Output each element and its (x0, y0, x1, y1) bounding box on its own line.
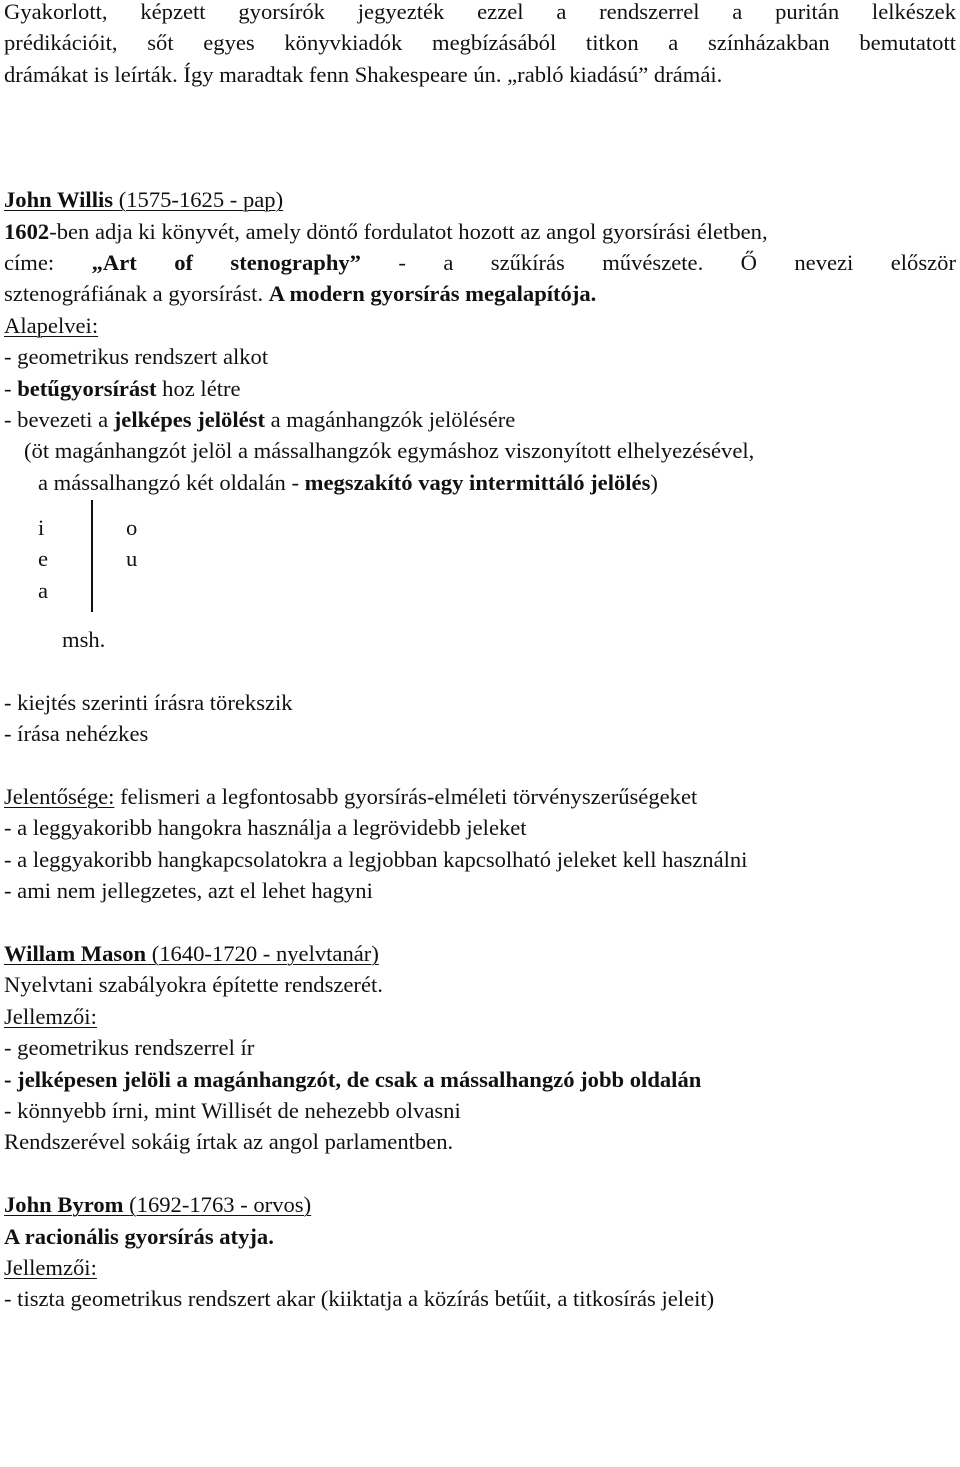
willis-name: John Willis (4, 187, 114, 213)
feature-item: - geometrikus rendszerrel ír (4, 1035, 255, 1061)
mason-heading-underlined (4, 941, 379, 966)
mason-features-heading (4, 1001, 956, 1032)
byrom-name: John Byrom (4, 1192, 124, 1218)
principle-bold: jelképes jelölést (113, 406, 265, 432)
document-page (4, 0, 956, 1315)
principle-detail: (öt magánhangzót jelöl a mássalhangzók egymáshoz viszonyított elhelyezésével, (24, 438, 755, 464)
consonant-label: msh. (62, 627, 106, 653)
significance-item: - a leggyakoribb hangkapcsolatokra a legjobban kapcsolható jeleket kell használni (4, 846, 748, 872)
features-label: Jellemzői: (4, 1003, 97, 1029)
vowel-u: u (126, 546, 138, 572)
willis-founder-note: A modern gyorsírás megalapítója. (268, 281, 597, 307)
principle-text: a mássalhangzó két oldalán - (38, 469, 305, 495)
bullet: - (4, 375, 18, 401)
vowel-a: a (38, 578, 49, 604)
mason-para: Rendszerével sokáig írtak az angol parlamentben. (4, 1129, 454, 1155)
principle-item (4, 404, 956, 435)
principle-text: hoz létre (156, 375, 241, 401)
mason-name: Willam Mason (4, 940, 147, 966)
willis-dates: (1575-1625 - pap) (118, 187, 284, 213)
spacer (4, 907, 956, 938)
features-label: Jellemzői: (4, 1254, 97, 1280)
byrom-para: A racionális gyorsírás atyja. (4, 1223, 274, 1249)
principle-detail (4, 467, 956, 498)
principle-text: - bevezeti a (4, 406, 114, 432)
principle-item: - geometrikus rendszert alkot (4, 344, 269, 370)
vowel-i: i (38, 515, 45, 541)
willis-heading (4, 184, 956, 215)
vowel-e: e (38, 546, 49, 572)
feature-item-bold: - jelképesen jelöli a magánhangzót, de csak a mássalhangzó jobb oldalán (4, 1066, 702, 1092)
significance-text: felismeri a legfontosabb gyorsírás-elméleti törvényszerűségeket (114, 784, 698, 810)
principle-text: ) (650, 469, 658, 495)
spacer (4, 1158, 956, 1189)
significance-line (4, 781, 956, 812)
willis-principles-heading (4, 310, 956, 341)
spacer (4, 655, 956, 686)
mason-dates: (1640-1720 - nyelvtanár) (151, 940, 379, 966)
principle-item: - kiejtés szerinti írásra törekszik (4, 689, 293, 715)
feature-item: - könnyebb írni, mint Willisét de nehezebb olvasni (4, 1097, 461, 1123)
willis-book-title: „Art of stenography” (91, 249, 361, 275)
willis-para-line-2 (4, 247, 956, 278)
principles-label: Alapelvei: (4, 312, 99, 338)
willis-year: 1602 (4, 218, 50, 244)
willis-para-text: -ben adja ki könyvét, amely döntő fordulatot hozott az angol gyorsírási életben, (49, 218, 768, 244)
mason-para: Nyelvtani szabályokra építette rendszerét. (4, 972, 383, 998)
byrom-heading (4, 1189, 956, 1220)
willis-para-text-3: sztenográfiának a gyorsírást. (4, 281, 269, 307)
mason-heading (4, 938, 956, 969)
spacer (4, 750, 956, 781)
vowel-o: o (126, 515, 138, 541)
significance-item: - a leggyakoribb hangokra használja a legrövidebb jeleket (4, 815, 527, 841)
principle-item (4, 373, 956, 404)
principle-text: a magánhangzók jelölésére (264, 406, 516, 432)
intro-line-3: drámákat is leírták. Így maradtak fenn Shakespeare ún. „rabló kiadású” drámái. (4, 61, 723, 87)
intro-line-2: prédikációit, sőt egyes könyvkiadók megbízásából titkon a színházakban bemutatott (4, 30, 956, 56)
willis-title-prefix: címe: (4, 249, 92, 275)
vowel-position-diagram (4, 498, 956, 624)
principle-bold: megszakító vagy intermittáló jelölés (304, 469, 651, 495)
principle-bold: betűgyorsírást (17, 375, 157, 401)
principle-item: - írása nehézkes (4, 721, 149, 747)
byrom-features-heading (4, 1252, 956, 1283)
byrom-dates: (1692-1763 - orvos) (129, 1192, 312, 1218)
intro-line-1: Gyakorlott, képzett gyorsírók jegyezték ezzel a rendszerrel a puritán lelkészek (4, 0, 956, 24)
willis-heading-underlined (4, 187, 283, 212)
significance-item: - ami nem jellegzetes, azt el lehet hagyni (4, 878, 373, 904)
spacer (4, 90, 956, 184)
willis-title-suffix: - a szűkírás művészete. Ő nevezi először (360, 249, 956, 275)
willis-para-line-3 (4, 278, 956, 309)
consonant-stroke (91, 500, 93, 612)
significance-label: Jelentősége: (4, 784, 115, 810)
willis-para-line-1 (4, 216, 956, 247)
byrom-heading-underlined (4, 1192, 311, 1217)
feature-item: - tiszta geometrikus rendszert akar (kiiktatja a közírás betűit, a titkosírás jeleit) (4, 1286, 715, 1312)
